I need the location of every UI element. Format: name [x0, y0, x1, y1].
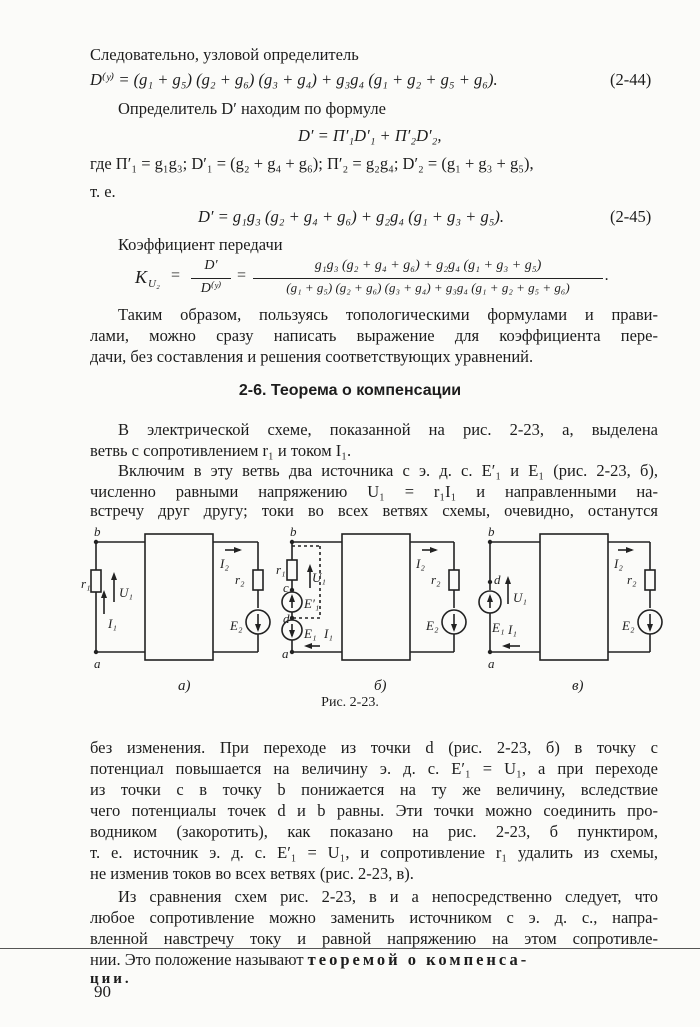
- text-line: встречу друг другу; токи во всех ветвях схемы, очевидно, останутся: [90, 501, 658, 520]
- current-label: I₁: [508, 622, 517, 637]
- fraction-numerator: D′: [204, 258, 218, 273]
- page-number: 90: [94, 982, 111, 1001]
- node-label: c: [283, 580, 289, 595]
- figure-2-23: [80, 522, 680, 694]
- text-line: чего потенциалы точек d и b равны. Эти точки можно соединить про-: [90, 801, 658, 820]
- node-label: b: [488, 524, 495, 539]
- fraction-numerator: g₁g₃ (g₂ + g₄ + g₆) + g₂g₄ (g₁ + g₃ + g₅): [314, 258, 542, 273]
- node-label: a: [282, 646, 289, 661]
- figure-caption: Рис. 2-23.: [321, 695, 379, 710]
- component-label: r₂: [627, 572, 637, 587]
- text-line: Следовательно, узловой определитель: [90, 45, 359, 64]
- text-line: [90, 950, 529, 970]
- equation-2-44: D⁽ʸ⁾ = (g₁ + g₅) (g₂ + g₆) (g₃ + g₄) + g₃g₄ (g₁ + g₂ + g₅ + g₆).: [90, 70, 498, 89]
- node-label: d: [283, 611, 290, 626]
- current-label: I₂: [614, 556, 623, 571]
- text-line: Включим в эту ветвь два источника с э. д. с. E′₁ и E₁ (рис. 2-23, б),: [118, 461, 658, 480]
- fraction-bar: [253, 278, 603, 279]
- node-label: a: [488, 656, 495, 671]
- current-label: I₁: [108, 616, 117, 631]
- text-fragment: нии. Это положение называют: [90, 950, 304, 969]
- figure-c-label: в): [572, 678, 584, 694]
- text-line: ции.: [90, 971, 132, 987]
- k-subscript: U₂: [148, 278, 160, 290]
- current-label: I₁: [324, 626, 333, 641]
- equation-2-45: D′ = g₁g₃ (g₂ + g₄ + g₆) + g₂g₄ (g₁ + g₃ + g₅).: [198, 207, 505, 226]
- source-label: E′₁: [304, 596, 320, 611]
- text-line: из точки c в точку b понижается на ту же величину, вследствие: [90, 780, 658, 799]
- current-label: I₂: [416, 556, 425, 571]
- text-line: Таким образом, пользуясь топологическими формулами и прави-: [118, 305, 658, 324]
- text-line: ветвь с сопротивлением r₁ и током I₁.: [90, 441, 352, 460]
- component-label: r₁: [81, 576, 91, 591]
- spaced-term: теоремой о компенса-: [307, 950, 530, 969]
- text-line: т. е.: [90, 182, 116, 201]
- voltage-label: U₁: [312, 570, 326, 585]
- node-label: b: [290, 524, 297, 539]
- fraction-denominator: D⁽ʸ⁾: [200, 281, 222, 296]
- text-line: где Π′₁ = g₁g₃; D′₁ = (g₂ + g₄ + g₆); Π′₂ = g₂g₄; D′₂ = (g₁ + g₃ + g₅),: [90, 154, 534, 173]
- transfer-coefficient-formula: [135, 258, 615, 300]
- voltage-label: U₁: [119, 585, 133, 600]
- text-line: вленной навстречу току и равной напряжению на этом сопротивле-: [90, 929, 658, 948]
- text-line: Коэффициент передачи: [118, 235, 283, 254]
- source-label: E₁: [304, 626, 317, 641]
- text-line: не изменив токов во всех ветвях (рис. 2-23, в).: [90, 864, 414, 883]
- voltage-label: U₁: [513, 590, 527, 605]
- component-label: r₂: [431, 572, 441, 587]
- text-line: численно равными напряжению U₁ = r₁I₁ и направленными на-: [90, 482, 658, 501]
- current-label: I₂: [220, 556, 229, 571]
- node-label: d: [494, 572, 501, 587]
- text-line: без изменения. При переходе из точки d (рис. 2-23, б) в точку c: [90, 738, 658, 757]
- text-line: т. е. источник э. д. с. E′₁ = U₁, и сопротивление r₁ удалить из схемы,: [90, 843, 658, 862]
- section-heading: 2-6. Теорема о компенсации: [238, 382, 462, 399]
- equation-d-prime: D′ = Π′₁D′₁ + Π′₂D′₂,: [298, 126, 442, 145]
- node-label: a: [94, 656, 101, 671]
- figure-a-label: а): [178, 678, 191, 694]
- equals-sign: =: [237, 267, 247, 284]
- component-label: r₁: [276, 562, 286, 577]
- source-label: E₂: [426, 618, 439, 633]
- text-line: В электрической схеме, показанной на рис. 2-23, а, выделена: [118, 420, 658, 439]
- text-line: потенциал повышается на величину э. д. с. E′₁ = U₁, а при переходе: [90, 759, 658, 778]
- page-rule: [0, 948, 700, 949]
- fraction-denominator: (g₁ + g₅) (g₂ + g₆) (g₃ + g₄) + g₃g₄ (g₁ + g₂ + g₅ + g₆): [286, 280, 570, 295]
- text-line: водником (закоротить), как показано на рис. 2-23, б пунктиром,: [90, 822, 658, 841]
- text-line: Определитель D′ находим по формуле: [118, 99, 386, 118]
- source-label: E₂: [622, 618, 635, 633]
- fraction-bar: [191, 278, 231, 279]
- node-label: b: [94, 524, 101, 539]
- figure-b-label: б): [374, 678, 387, 694]
- equation-number: (2-44): [610, 70, 652, 89]
- source-label: E₂: [230, 618, 243, 633]
- equation-number: (2-45): [610, 207, 652, 226]
- formula-period: .: [605, 267, 609, 284]
- k-symbol: K: [135, 267, 148, 287]
- source-label: E₁: [492, 620, 505, 635]
- text-line: лами, можно сразу написать выражение для коэффициента пере-: [90, 326, 658, 345]
- text-line: любое сопротивление можно заменить источником с э. д. с., напра-: [90, 908, 658, 927]
- component-label: r₂: [235, 572, 245, 587]
- equals-sign: =: [171, 267, 181, 284]
- text-line: Из сравнения схем рис. 2-23, в и а непосредственно следует, что: [118, 887, 658, 906]
- text-line: дачи, без составления и решения соответствующих уравнений.: [90, 347, 534, 366]
